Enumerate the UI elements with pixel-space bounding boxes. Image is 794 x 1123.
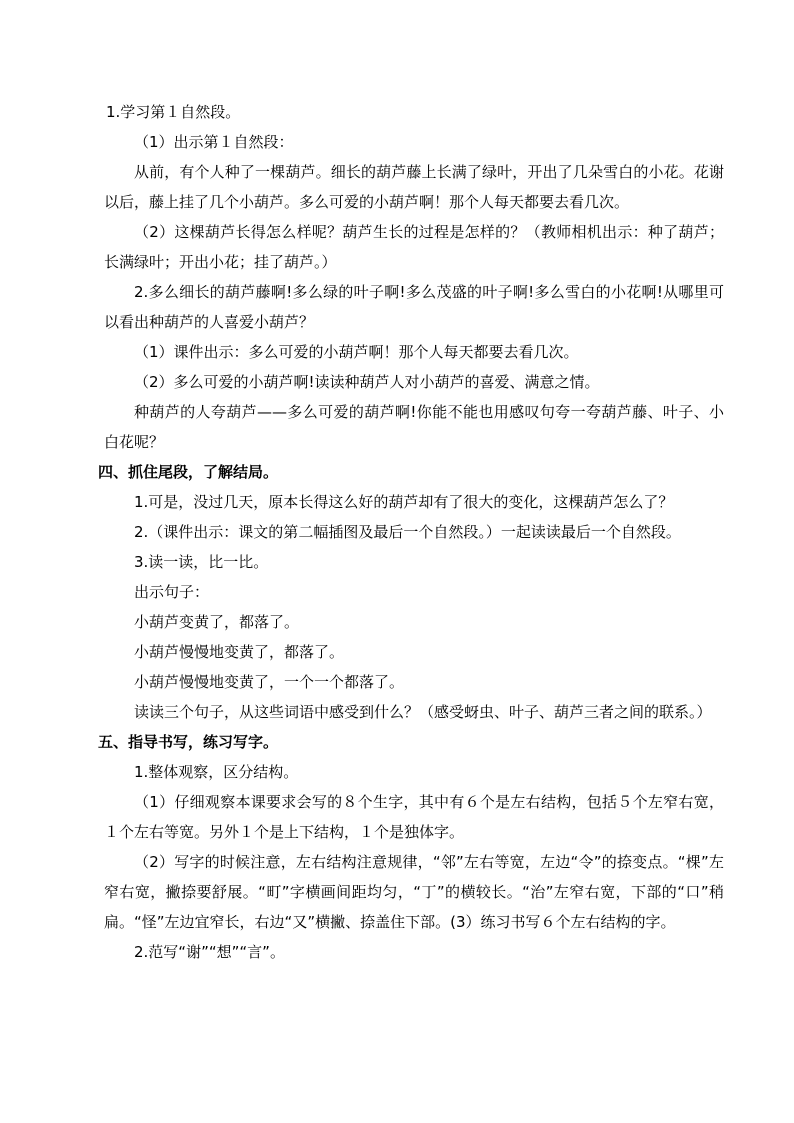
exclamation-practice: 种葫芦的人夸葫芦——多么可爱的葫芦啊!你能不能也用感叹句夸一夸葫芦藤、叶子、小白花呢？: [104, 403, 724, 451]
section-5-sub-1: （1）仔细观察本课要求会写的８个生字，其中有６个是左右结构，包括５个左窄右宽，１个左右等宽。另外１个是上下结构，１个是独体字。: [104, 793, 724, 841]
step-1-heading: 1.学习第１自然段。: [106, 103, 241, 121]
section-4-item-2: 2.（课件出示：课文的第二幅插图及最后一个自然段。）一起读读最后一个自然段。: [134, 523, 681, 541]
sentence-3: 小葫芦慢慢地变黄了，一个一个都落了。: [134, 673, 405, 691]
section-5-title: 五、指导书写，练习写字。: [98, 733, 279, 751]
section-4-item-1: 1.可是，没过几天，原本长得这么好的葫芦却有了很大的变化，这棵葫芦怎么了？: [134, 493, 674, 511]
step-1-sub-1: （1）出示第１自然段：: [134, 133, 294, 151]
step-2-sub-1: （1）课件出示：多么可爱的小葫芦啊！那个人每天都要去看几次。: [134, 343, 579, 361]
section-5-sub-2: （2）写字的时候注意，左右结构注意规律，“邻”左右等宽，左边“令”的捺变点。“棵”左窄右宽，撇捺要舒展。“町”字横画间距均匀，“丁”的横较长。“治”左窄右宽，下部的“口”稍扁。“怪”左边宜窄长，右边“又”横撇、捺盖住下部。(3）练习书写６个左右结构的字。: [104, 853, 724, 931]
document-body: [98, 97, 724, 967]
sentence-1: 小葫芦变黄了，都落了。: [134, 613, 300, 631]
step-2-heading: 2.多么细长的葫芦藤啊!多么绿的叶子啊!多么茂盛的叶子啊!多么雪白的小花啊!从哪里可以看出种葫芦的人喜爱小葫芦？: [104, 283, 724, 331]
section-5-item-1: 1.整体观察，区分结构。: [134, 763, 299, 781]
sentence-question: 读读三个句子，从这些词语中感受到什么？（感受蚜虫、叶子、葫芦三者之间的联系。）: [134, 703, 712, 721]
section-4-item-3: 3.读一读，比一比。: [134, 553, 269, 571]
step-2-sub-2: （2）多么可爱的小葫芦啊!读读种葫芦人对小葫芦的喜爱、满意之情。: [134, 373, 600, 391]
text-passage: 从前，有个人种了一棵葫芦。细长的葫芦藤上长满了绿叶，开出了几朵雪白的小花。花谢以后，藤上挂了几个小葫芦。多么可爱的小葫芦啊！那个人每天都要去看几次。: [104, 163, 724, 211]
show-sentences-label: 出示句子：: [134, 583, 210, 601]
section-5-item-2: 2.范写“谢”“想”“言”。: [134, 943, 285, 961]
section-4-title: 四、抓住尾段，了解结局。: [98, 463, 279, 481]
step-1-sub-2: （2）这棵葫芦长得怎么样呢？葫芦生长的过程是怎样的？（教师相机出示：种了葫芦；长满绿叶；开出小花；挂了葫芦。）: [104, 223, 724, 271]
sentence-2: 小葫芦慢慢地变黄了，都落了。: [134, 643, 345, 661]
